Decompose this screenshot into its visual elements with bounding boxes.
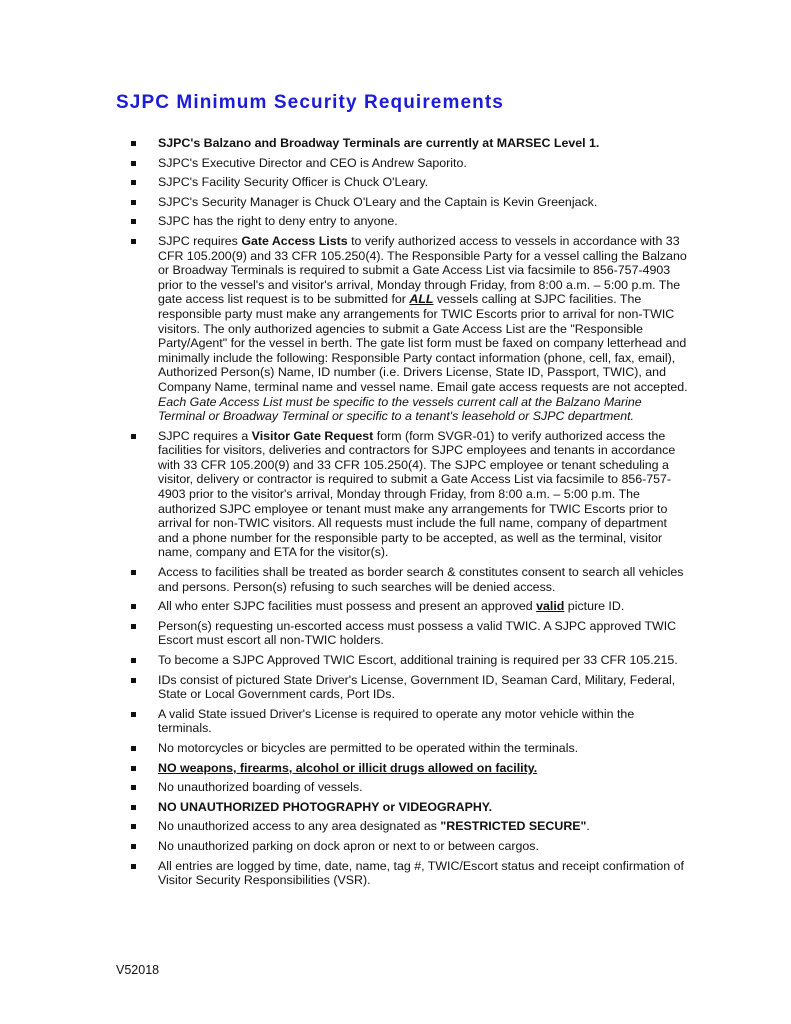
list-item: No motorcycles or bicycles are permitted to be operated within the terminals. <box>131 741 691 756</box>
list-item: SJPC requires Gate Access Lists to verify authorized access to vessels in accordance with 33 CFR 105.200(9) and 33 CFR 105.250(4). The Responsible Party for a vessel calling the Balzano or Broadway Terminals is required to submit a Gate Access List via facsimile to 856-757-4903 prior to the vessel's and visitor's arrival, Monday through Friday, from 8:00 a.m. – 5:00 p.m. The gate access list request is to be submitted for ALL vessels calling at SJPC facilities. The responsible party must make any arrangements for TWIC Escorts prior to arrival for non-TWIC visitors. The only authorized agencies to submit a Gate Access List are the "Responsible Party/Agent" for the vessel in berth. The gate list form must be faxed on company letterhead and minimally include the following: Responsible Party contact information (phone, cell, fax, email), Authorized Person(s) Name, ID number (i.e. Drivers License, State ID, Passport, TWIC), and Company Name, terminal name and vessel name. Email gate access requests are not accepted. Each Gate Access List must be specific to the vessels current call at the Balzano Marine Terminal or Broadway Terminal or specific to a tenant's leasehold or SJPC department. <box>131 234 691 424</box>
requirements-list <box>131 136 691 893</box>
list-item: NO weapons, firearms, alcohol or illicit drugs allowed on facility. <box>131 761 691 776</box>
gate-list-note: Each Gate Access List must be specific to the vessels current call at the Balzano Marine Terminal or Broadway Terminal or specific to a tenant's leasehold or SJPC department. <box>158 394 642 424</box>
list-item: SJPC requires a Visitor Gate Request form (form SVGR-01) to verify authorized access the facilities for visitors, deliveries and contractors for SJPC employees and tenants in accordance with 33 CFR 105.200(9) and 33 CFR 105.250(4). The SJPC employee or tenant scheduling a visitor, delivery or contractor is required to submit a Gate Access List via facsimile to 856-757-4903 prior to the visitor's arrival, Monday through Friday, from 8:00 a.m. – 5:00 p.m. The authorized SJPC employee or tenant must make any arrangements for TWIC Escorts prior to arrival for non-TWIC visitors. All requests must include the full name, company of department and a phone number for the responsible party to be accepted, as well as the terminal, visitor name, company and ETA for the visitor(s). <box>131 429 691 560</box>
list-item: All who enter SJPC facilities must possess and present an approved valid picture ID. <box>131 599 691 614</box>
version-footer: V52018 <box>116 963 160 977</box>
list-item: Access to facilities shall be treated as border search & constitutes consent to search all vehicles and persons. Person(s) refusing to such searches will be denied access. <box>131 565 691 594</box>
list-item: All entries are logged by time, date, name, tag #, TWIC/Escort status and receipt confirmation of Visitor Security Responsibilities (VSR). <box>131 859 691 888</box>
list-item: SJPC's Security Manager is Chuck O'Leary and the Captain is Kevin Greenjack. <box>131 195 691 210</box>
list-item: IDs consist of pictured State Driver's License, Government ID, Seaman Card, Military, Federal, State or Local Government cards, Port IDs. <box>131 673 691 702</box>
list-item: SJPC's Balzano and Broadway Terminals are currently at MARSEC Level 1. <box>131 136 691 151</box>
list-item: To become a SJPC Approved TWIC Escort, additional training is required per 33 CFR 105.215. <box>131 653 691 668</box>
list-item: No unauthorized boarding of vessels. <box>131 780 691 795</box>
list-item: A valid State issued Driver's License is required to operate any motor vehicle within the terminals. <box>131 707 691 736</box>
list-item: Person(s) requesting un-escorted access must possess a valid TWIC. A SJPC approved TWIC Escort must escort all non-TWIC holders. <box>131 619 691 648</box>
list-item: NO UNAUTHORIZED PHOTOGRAPHY or VIDEOGRAPHY. <box>131 800 691 815</box>
list-item: No unauthorized access to any area designated as "RESTRICTED SECURE". <box>131 819 691 834</box>
list-item: SJPC's Executive Director and CEO is Andrew Saporito. <box>131 156 691 171</box>
page-title: SJPC Minimum Security Requirements <box>116 92 504 113</box>
list-item: SJPC's Facility Security Officer is Chuck O'Leary. <box>131 175 691 190</box>
list-item: SJPC has the right to deny entry to anyone. <box>131 214 691 229</box>
list-item: No unauthorized parking on dock apron or next to or between cargos. <box>131 839 691 854</box>
